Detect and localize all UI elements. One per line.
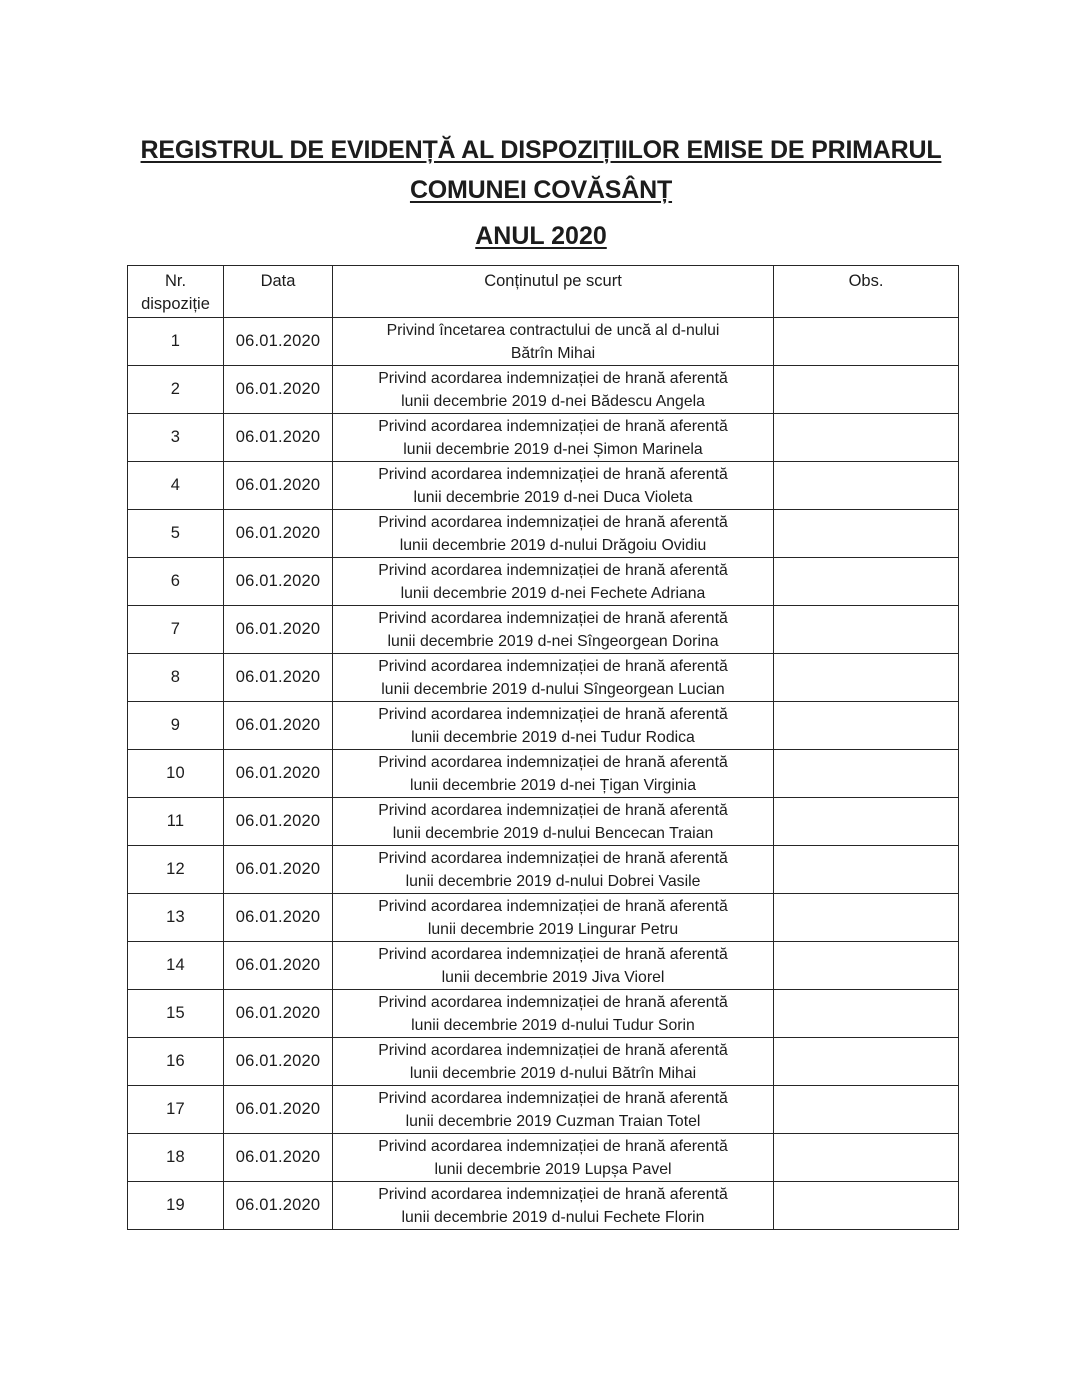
- continut-line1: Privind acordarea indemnizației de hrană aferentă: [378, 993, 728, 1011]
- cell-data: 06.01.2020: [224, 654, 333, 702]
- table-row: [128, 318, 959, 366]
- cell-nr-dispozitie: 19: [128, 1182, 224, 1230]
- cell-obs: [774, 654, 959, 702]
- cell-continut: [333, 654, 774, 702]
- cell-continut: [333, 702, 774, 750]
- continut-line2: lunii decembrie 2019 Lingurar Petru: [427, 920, 679, 938]
- continut-line1: Privind acordarea indemnizației de hrană aferentă: [378, 849, 728, 867]
- cell-nr-dispozitie: 14: [128, 942, 224, 990]
- table-row: [128, 750, 959, 798]
- cell-nr-dispozitie: 11: [128, 798, 224, 846]
- continut-line2: lunii decembrie 2019 Cuzman Traian Totel: [405, 1112, 701, 1130]
- document-title-line2: COMUNEI COVĂSÂNȚ: [409, 176, 673, 204]
- cell-continut: [333, 942, 774, 990]
- table-row: [128, 1086, 959, 1134]
- header-row: [128, 266, 959, 318]
- cell-obs: [774, 990, 959, 1038]
- continut-line1: Privind acordarea indemnizației de hrană aferentă: [378, 465, 728, 483]
- cell-data: 06.01.2020: [224, 318, 333, 366]
- table-row: [128, 846, 959, 894]
- table-row: [128, 1038, 959, 1086]
- table-row: [128, 942, 959, 990]
- cell-data: 06.01.2020: [224, 942, 333, 990]
- cell-nr-dispozitie: 1: [128, 318, 224, 366]
- cell-continut: [333, 558, 774, 606]
- cell-data: 06.01.2020: [224, 1086, 333, 1134]
- cell-continut: [333, 990, 774, 1038]
- table-row: [128, 798, 959, 846]
- cell-continut: [333, 510, 774, 558]
- continut-line2: lunii decembrie 2019 d-nei Fechete Adriana: [400, 584, 706, 602]
- continut-line1: Privind acordarea indemnizației de hrană aferentă: [378, 369, 728, 387]
- cell-continut: [333, 366, 774, 414]
- continut-line2: lunii decembrie 2019 d-nului Bencecan Traian: [392, 824, 714, 842]
- cell-continut: [333, 846, 774, 894]
- continut-line2: Bătrîn Mihai: [510, 344, 596, 362]
- table-row: [128, 510, 959, 558]
- cell-nr-dispozitie: 8: [128, 654, 224, 702]
- cell-obs: [774, 1182, 959, 1230]
- continut-line2: lunii decembrie 2019 d-nului Bătrîn Mihai: [409, 1064, 697, 1082]
- cell-data: 06.01.2020: [224, 846, 333, 894]
- cell-obs: [774, 1134, 959, 1182]
- cell-nr-dispozitie: 7: [128, 606, 224, 654]
- cell-data: 06.01.2020: [224, 1182, 333, 1230]
- cell-continut: [333, 318, 774, 366]
- cell-data: 06.01.2020: [224, 798, 333, 846]
- cell-nr-dispozitie: 15: [128, 990, 224, 1038]
- cell-data: 06.01.2020: [224, 1038, 333, 1086]
- cell-data: 06.01.2020: [224, 702, 333, 750]
- cell-continut: [333, 1182, 774, 1230]
- continut-line1: Privind acordarea indemnizației de hrană aferentă: [378, 513, 728, 531]
- cell-nr-dispozitie: 13: [128, 894, 224, 942]
- table-row: [128, 702, 959, 750]
- continut-line1: Privind acordarea indemnizației de hrană aferentă: [378, 897, 728, 915]
- cell-continut: [333, 750, 774, 798]
- continut-line2: lunii decembrie 2019 d-nei Bădescu Angela: [401, 392, 705, 410]
- continut-line1: Privind acordarea indemnizației de hrană aferentă: [378, 1089, 728, 1107]
- cell-data: 06.01.2020: [224, 750, 333, 798]
- header-data: Data: [224, 266, 333, 318]
- continut-line1: Privind acordarea indemnizației de hrană aferentă: [378, 1041, 728, 1059]
- cell-nr-dispozitie: 4: [128, 462, 224, 510]
- table-row: [128, 606, 959, 654]
- cell-obs: [774, 558, 959, 606]
- cell-obs: [774, 798, 959, 846]
- table-row: [128, 1182, 959, 1230]
- table-row: [128, 894, 959, 942]
- table-row: [128, 1134, 959, 1182]
- cell-data: 06.01.2020: [224, 414, 333, 462]
- cell-data: 06.01.2020: [224, 462, 333, 510]
- cell-obs: [774, 318, 959, 366]
- continut-line1: Privind acordarea indemnizației de hrană aferentă: [378, 417, 728, 435]
- table-row: [128, 558, 959, 606]
- cell-nr-dispozitie: 9: [128, 702, 224, 750]
- table-row: [128, 990, 959, 1038]
- continut-line1: Privind acordarea indemnizației de hrană aferentă: [378, 705, 728, 723]
- cell-data: 06.01.2020: [224, 366, 333, 414]
- header-continut: Conținutul pe scurt: [333, 266, 774, 318]
- continut-line2: lunii decembrie 2019 d-nului Sîngeorgean Lucian: [381, 680, 725, 698]
- cell-obs: [774, 414, 959, 462]
- continut-line2: lunii decembrie 2019 d-nei Sîngeorgean Dorina: [387, 632, 719, 650]
- continut-line2: lunii decembrie 2019 d-nei Tudur Rodica: [411, 728, 695, 746]
- continut-line2: lunii decembrie 2019 d-nului Dobrei Vasile: [405, 872, 701, 890]
- cell-nr-dispozitie: 5: [128, 510, 224, 558]
- cell-data: 06.01.2020: [224, 606, 333, 654]
- cell-obs: [774, 462, 959, 510]
- cell-nr-dispozitie: 2: [128, 366, 224, 414]
- continut-line2: lunii decembrie 2019 Jiva Viorel: [441, 968, 665, 986]
- header-nr-dispozitie: Nr. dispoziție: [128, 266, 224, 318]
- document-title: [0, 130, 1082, 210]
- continut-line1: Privind încetarea contractului de uncă al d-nului: [386, 321, 720, 339]
- cell-continut: [333, 798, 774, 846]
- cell-obs: [774, 606, 959, 654]
- continut-line1: Privind acordarea indemnizației de hrană aferentă: [378, 561, 728, 579]
- registry-table: [127, 265, 959, 1230]
- table-row: [128, 654, 959, 702]
- cell-obs: [774, 1038, 959, 1086]
- continut-line1: Privind acordarea indemnizației de hrană aferentă: [378, 801, 728, 819]
- table-row: [128, 414, 959, 462]
- registry-table-body: [128, 318, 959, 1230]
- cell-data: 06.01.2020: [224, 1134, 333, 1182]
- cell-nr-dispozitie: 16: [128, 1038, 224, 1086]
- cell-obs: [774, 702, 959, 750]
- cell-continut: [333, 414, 774, 462]
- registry-table-header: [128, 266, 959, 318]
- continut-line1: Privind acordarea indemnizației de hrană aferentă: [378, 1137, 728, 1155]
- header-obs: Obs.: [774, 266, 959, 318]
- cell-nr-dispozitie: 17: [128, 1086, 224, 1134]
- continut-line2: lunii decembrie 2019 d-nei Șimon Marinela: [403, 440, 703, 458]
- cell-nr-dispozitie: 3: [128, 414, 224, 462]
- cell-data: 06.01.2020: [224, 990, 333, 1038]
- cell-nr-dispozitie: 6: [128, 558, 224, 606]
- cell-continut: [333, 894, 774, 942]
- continut-line1: Privind acordarea indemnizației de hrană aferentă: [378, 609, 728, 627]
- continut-line1: Privind acordarea indemnizației de hrană aferentă: [378, 945, 728, 963]
- cell-continut: [333, 606, 774, 654]
- continut-line2: lunii decembrie 2019 Lupșa Pavel: [434, 1160, 672, 1178]
- cell-continut: [333, 462, 774, 510]
- document-subtitle: ANUL 2020: [475, 222, 607, 250]
- continut-line2: lunii decembrie 2019 d-nului Fechete Florin: [401, 1208, 705, 1226]
- cell-obs: [774, 1086, 959, 1134]
- continut-line1: Privind acordarea indemnizației de hrană aferentă: [378, 657, 728, 675]
- cell-obs: [774, 942, 959, 990]
- document-title-line1: REGISTRUL DE EVIDENȚĂ AL DISPOZIȚIILOR EMISE DE PRIMARUL: [140, 136, 942, 164]
- cell-nr-dispozitie: 12: [128, 846, 224, 894]
- continut-line2: lunii decembrie 2019 d-nei Duca Violeta: [413, 488, 693, 506]
- continut-line2: lunii decembrie 2019 d-nei Țigan Virginia: [410, 776, 696, 794]
- cell-data: 06.01.2020: [224, 894, 333, 942]
- cell-continut: [333, 1134, 774, 1182]
- cell-obs: [774, 510, 959, 558]
- cell-data: 06.01.2020: [224, 558, 333, 606]
- table-row: [128, 462, 959, 510]
- cell-data: 06.01.2020: [224, 510, 333, 558]
- cell-obs: [774, 894, 959, 942]
- cell-nr-dispozitie: 18: [128, 1134, 224, 1182]
- cell-nr-dispozitie: 10: [128, 750, 224, 798]
- cell-continut: [333, 1038, 774, 1086]
- cell-obs: [774, 750, 959, 798]
- cell-obs: [774, 846, 959, 894]
- table-row: [128, 366, 959, 414]
- cell-obs: [774, 366, 959, 414]
- continut-line2: lunii decembrie 2019 d-nului Drăgoiu Ovidiu: [399, 536, 707, 554]
- continut-line1: Privind acordarea indemnizației de hrană aferentă: [378, 753, 728, 771]
- cell-continut: [333, 1086, 774, 1134]
- continut-line1: Privind acordarea indemnizației de hrană aferentă: [378, 1185, 728, 1203]
- continut-line2: lunii decembrie 2019 d-nului Tudur Sorin: [411, 1016, 695, 1034]
